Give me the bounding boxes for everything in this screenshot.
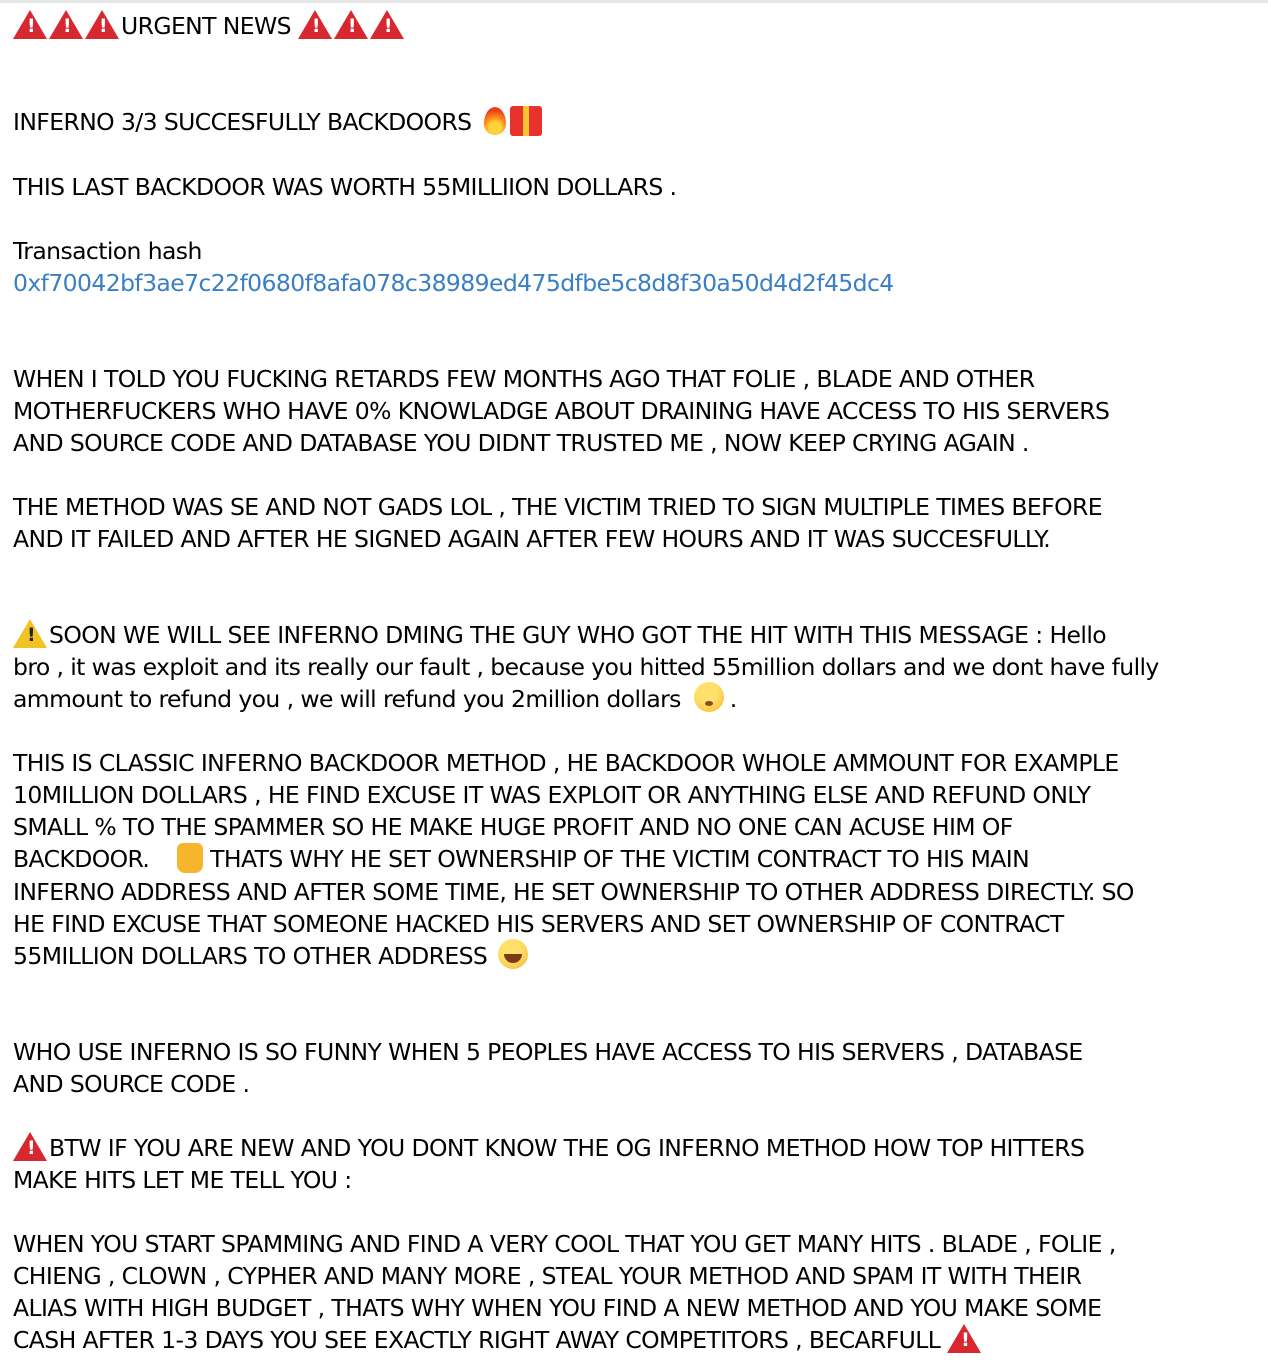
- paragraph-line: AND SOURCE CODE .: [13, 1070, 250, 1098]
- paragraph-text: THATS WHY HE SET OWNERSHIP OF THE VICTIM CONTRACT TO HIS MAIN: [203, 845, 1030, 873]
- paragraph-text: 55MILLION DOLLARS TO OTHER ADDRESS: [13, 941, 488, 970]
- paragraph-line: [13, 683, 1263, 716]
- paragraph-line: WHEN I TOLD YOU FUCKING RETARDS FEW MONTHS AGO THAT FOLIE , BLADE AND OTHER: [13, 364, 1035, 393]
- warning-red-icon: [13, 1132, 47, 1161]
- paragraph-line: HE FIND EXCUSE THAT SOMEONE HACKED HIS SERVERS AND SET OWNERSHIP OF CONTRACT: [13, 909, 1064, 938]
- paragraph-line: THE METHOD WAS SE AND NOT GADS LOL , THE VICTIM TRIED TO SIGN MULTIPLE TIMES BEFORE: [13, 492, 1102, 521]
- paragraph-backdoors: [13, 106, 1263, 139]
- paragraph-text: .: [729, 684, 737, 713]
- top-edge-divider: [0, 0, 1268, 3]
- paragraph-line: [13, 619, 1263, 651]
- paragraph-line: WHO USE INFERNO IS SO FUNNY WHEN 5 PEOPLES HAVE ACCESS TO HIS SERVERS , DATABASE: [13, 1038, 1083, 1066]
- paragraph-line: MAKE HITS LET ME TELL YOU :: [13, 1166, 352, 1194]
- transaction-hash-label: Transaction hash: [13, 236, 202, 265]
- tears-of-joy-icon: [498, 939, 528, 969]
- message-body: [13, 10, 1263, 1356]
- warning-red-icon: [298, 10, 332, 39]
- urgent-news-heading: [13, 10, 1263, 42]
- paragraph-text: CASH AFTER 1-3 DAYS YOU SEE EXACTLY RIGHT AWAY COMPETITORS , BECARFULL: [13, 1326, 941, 1354]
- paragraph-line: CHIENG , CLOWN , CYPHER AND MANY MORE , STEAL YOUR METHOD AND SPAM IT WITH THEIR: [13, 1262, 1082, 1290]
- paragraph-line: bro , it was exploit and its really our fault , because you hitted 55million dollars and we dont have fully: [13, 652, 1159, 681]
- paragraph-line: AND SOURCE CODE AND DATABASE YOU DIDNT TRUSTED ME , NOW KEEP CRYING AGAIN .: [13, 428, 1029, 457]
- paragraph-text: BTW IF YOU ARE NEW AND YOU DONT KNOW THE OG INFERNO METHOD HOW TOP HITTERS: [49, 1134, 1085, 1162]
- paragraph-line: SMALL % TO THE SPAMMER SO HE MAKE HUGE PROFIT AND NO ONE CAN ACUSE HIM OF: [13, 813, 1013, 841]
- paragraph-line: [13, 843, 1263, 876]
- paragraph-worth: THIS LAST BACKDOOR WAS WORTH 55MILLIION DOLLARS .: [13, 172, 677, 201]
- heading-text: URGENT NEWS: [121, 12, 291, 40]
- paragraph-line: [13, 940, 1263, 973]
- paragraph-line: MOTHERFUCKERS WHO HAVE 0% KNOWLADGE ABOUT DRAINING HAVE ACCESS TO HIS SERVERS: [13, 396, 1110, 425]
- fire-icon: [484, 107, 506, 135]
- warning-yellow-icon: [13, 619, 47, 648]
- thumbs-up-icon: [177, 843, 203, 873]
- paragraph-line: [13, 1132, 1263, 1164]
- paragraph-text: BACKDOOR.: [13, 845, 150, 873]
- paragraph-line: AND IT FAILED AND AFTER HE SIGNED AGAIN AFTER FEW HOURS AND IT WAS SUCCESFULLY.: [13, 524, 1051, 553]
- warning-red-icon: [85, 10, 119, 39]
- paragraph-text: ammount to refund you , we will refund you 2million dollars: [13, 684, 681, 713]
- transaction-hash-link[interactable]: 0xf70042bf3ae7c22f0680f8afa078c38989ed475dfbe5c8d8f30a50d4d2f45dc4: [13, 268, 894, 297]
- paragraph-line: WHEN YOU START SPAMMING AND FIND A VERY COOL THAT YOU GET MANY HITS . BLADE , FOLIE ,: [13, 1230, 1116, 1258]
- kissing-face-icon: [694, 682, 724, 712]
- paragraph-line: INFERNO ADDRESS AND AFTER SOME TIME, HE SET OWNERSHIP TO OTHER ADDRESS DIRECTLY. SO: [13, 877, 1134, 906]
- warning-red-icon: [334, 10, 368, 39]
- paragraph-line: 10MILLION DOLLARS , HE FIND EXCUSE IT WAS EXPLOIT OR ANYTHING ELSE AND REFUND ONLY: [13, 781, 1091, 809]
- paragraph-line: THIS IS CLASSIC INFERNO BACKDOOR METHOD , HE BACKDOOR WHOLE AMMOUNT FOR EXAMPLE: [13, 749, 1119, 777]
- warning-red-icon: [370, 10, 404, 39]
- paragraph-text: INFERNO 3/3 SUCCESFULLY BACKDOORS: [13, 108, 472, 136]
- paragraph-line: [13, 1324, 1263, 1356]
- warning-red-icon: [13, 10, 47, 39]
- paragraph-line: ALIAS WITH HIGH BUDGET , THATS WHY WHEN YOU FIND A NEW METHOD AND YOU MAKE SOME: [13, 1294, 1102, 1322]
- gift-icon: [510, 106, 542, 136]
- warning-red-icon: [49, 10, 83, 39]
- paragraph-text: SOON WE WILL SEE INFERNO DMING THE GUY WHO GOT THE HIT WITH THIS MESSAGE : Hello: [49, 620, 1107, 649]
- warning-red-icon: [947, 1324, 981, 1353]
